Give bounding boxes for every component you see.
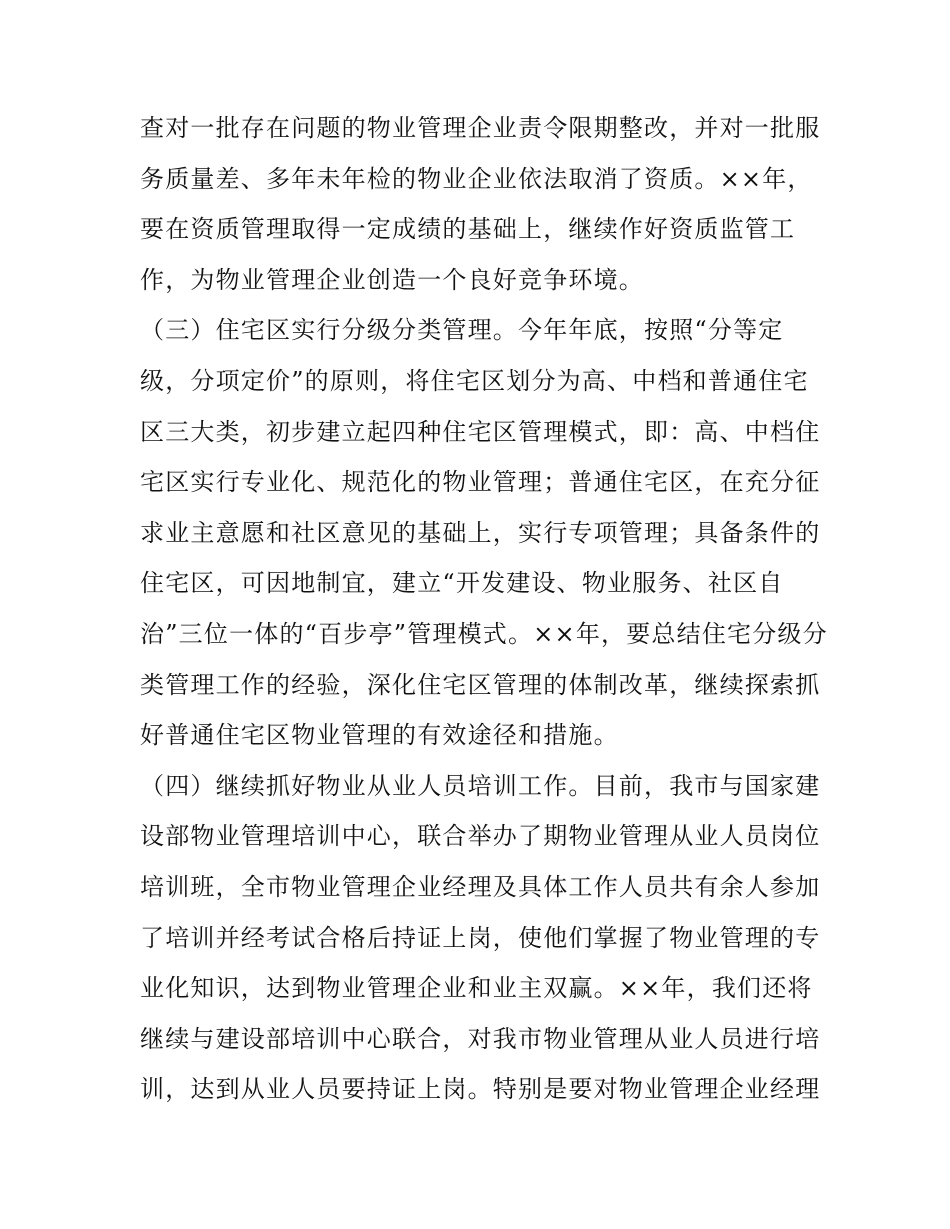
text-line: 培训班，全市物业管理企业经理及具体工作人员共有余人参加 bbox=[140, 872, 821, 901]
text-line: 好普通住宅区物业管理的有效途径和措施。 bbox=[140, 721, 619, 750]
text-line: 求业主意愿和社区意见的基础上，实行专项管理；具备条件的 bbox=[140, 518, 821, 547]
text-line: 训，达到从业人员要持证上岗。特别是要对物业管理企业经理 bbox=[140, 1075, 821, 1104]
text-line: 要在资质管理取得一定成绩的基础上，继续作好资质监管工 bbox=[140, 215, 796, 244]
text-line: 住宅区，可因地制宜，建立“开发建设、物业服务、社区自 bbox=[140, 569, 784, 598]
body-text bbox=[140, 103, 830, 1115]
text-line: 业化知识，达到物业管理企业和业主双赢。××年，我们还将 bbox=[140, 974, 813, 1003]
text-line: 宅区实行专业化、规范化的物业管理；普通住宅区，在充分征 bbox=[140, 468, 821, 497]
text-line: 区三大类，初步建立起四种住宅区管理模式，即：高、中档住 bbox=[140, 417, 821, 446]
text-line: 务质量差、多年未年检的物业企业依法取消了资质。××年， bbox=[140, 164, 813, 193]
text-line: 了培训并经考试合格后持证上岗，使他们掌握了物业管理的专 bbox=[140, 923, 821, 952]
text-line: 查对一批存在问题的物业管理企业责令限期整改，并对一批服 bbox=[140, 114, 821, 142]
text-line: 治”三位一体的“百步亭”管理模式。××年，要总结住宅分级分 bbox=[140, 619, 828, 648]
section-heading-line: （三）住宅区实行分级分类管理。今年年底，按照“分等定 bbox=[140, 316, 784, 345]
text-line: 作，为物业管理企业创造一个良好竞争环境。 bbox=[140, 265, 644, 294]
text-line: 级，分项定价”的原则，将住宅区划分为高、中档和普通住宅 bbox=[140, 366, 809, 395]
text-line: 设部物业管理培训中心，联合举办了期物业管理从业人员岗位 bbox=[140, 822, 821, 851]
text-line: 类管理工作的经验，深化住宅区管理的体制改革，继续探索抓 bbox=[140, 670, 821, 699]
text-line: 继续与建设部培训中心联合，对我市物业管理从业人员进行培 bbox=[140, 1024, 821, 1053]
section-heading-line: （四）继续抓好物业从业人员培训工作。目前，我市与国家建 bbox=[140, 771, 821, 800]
